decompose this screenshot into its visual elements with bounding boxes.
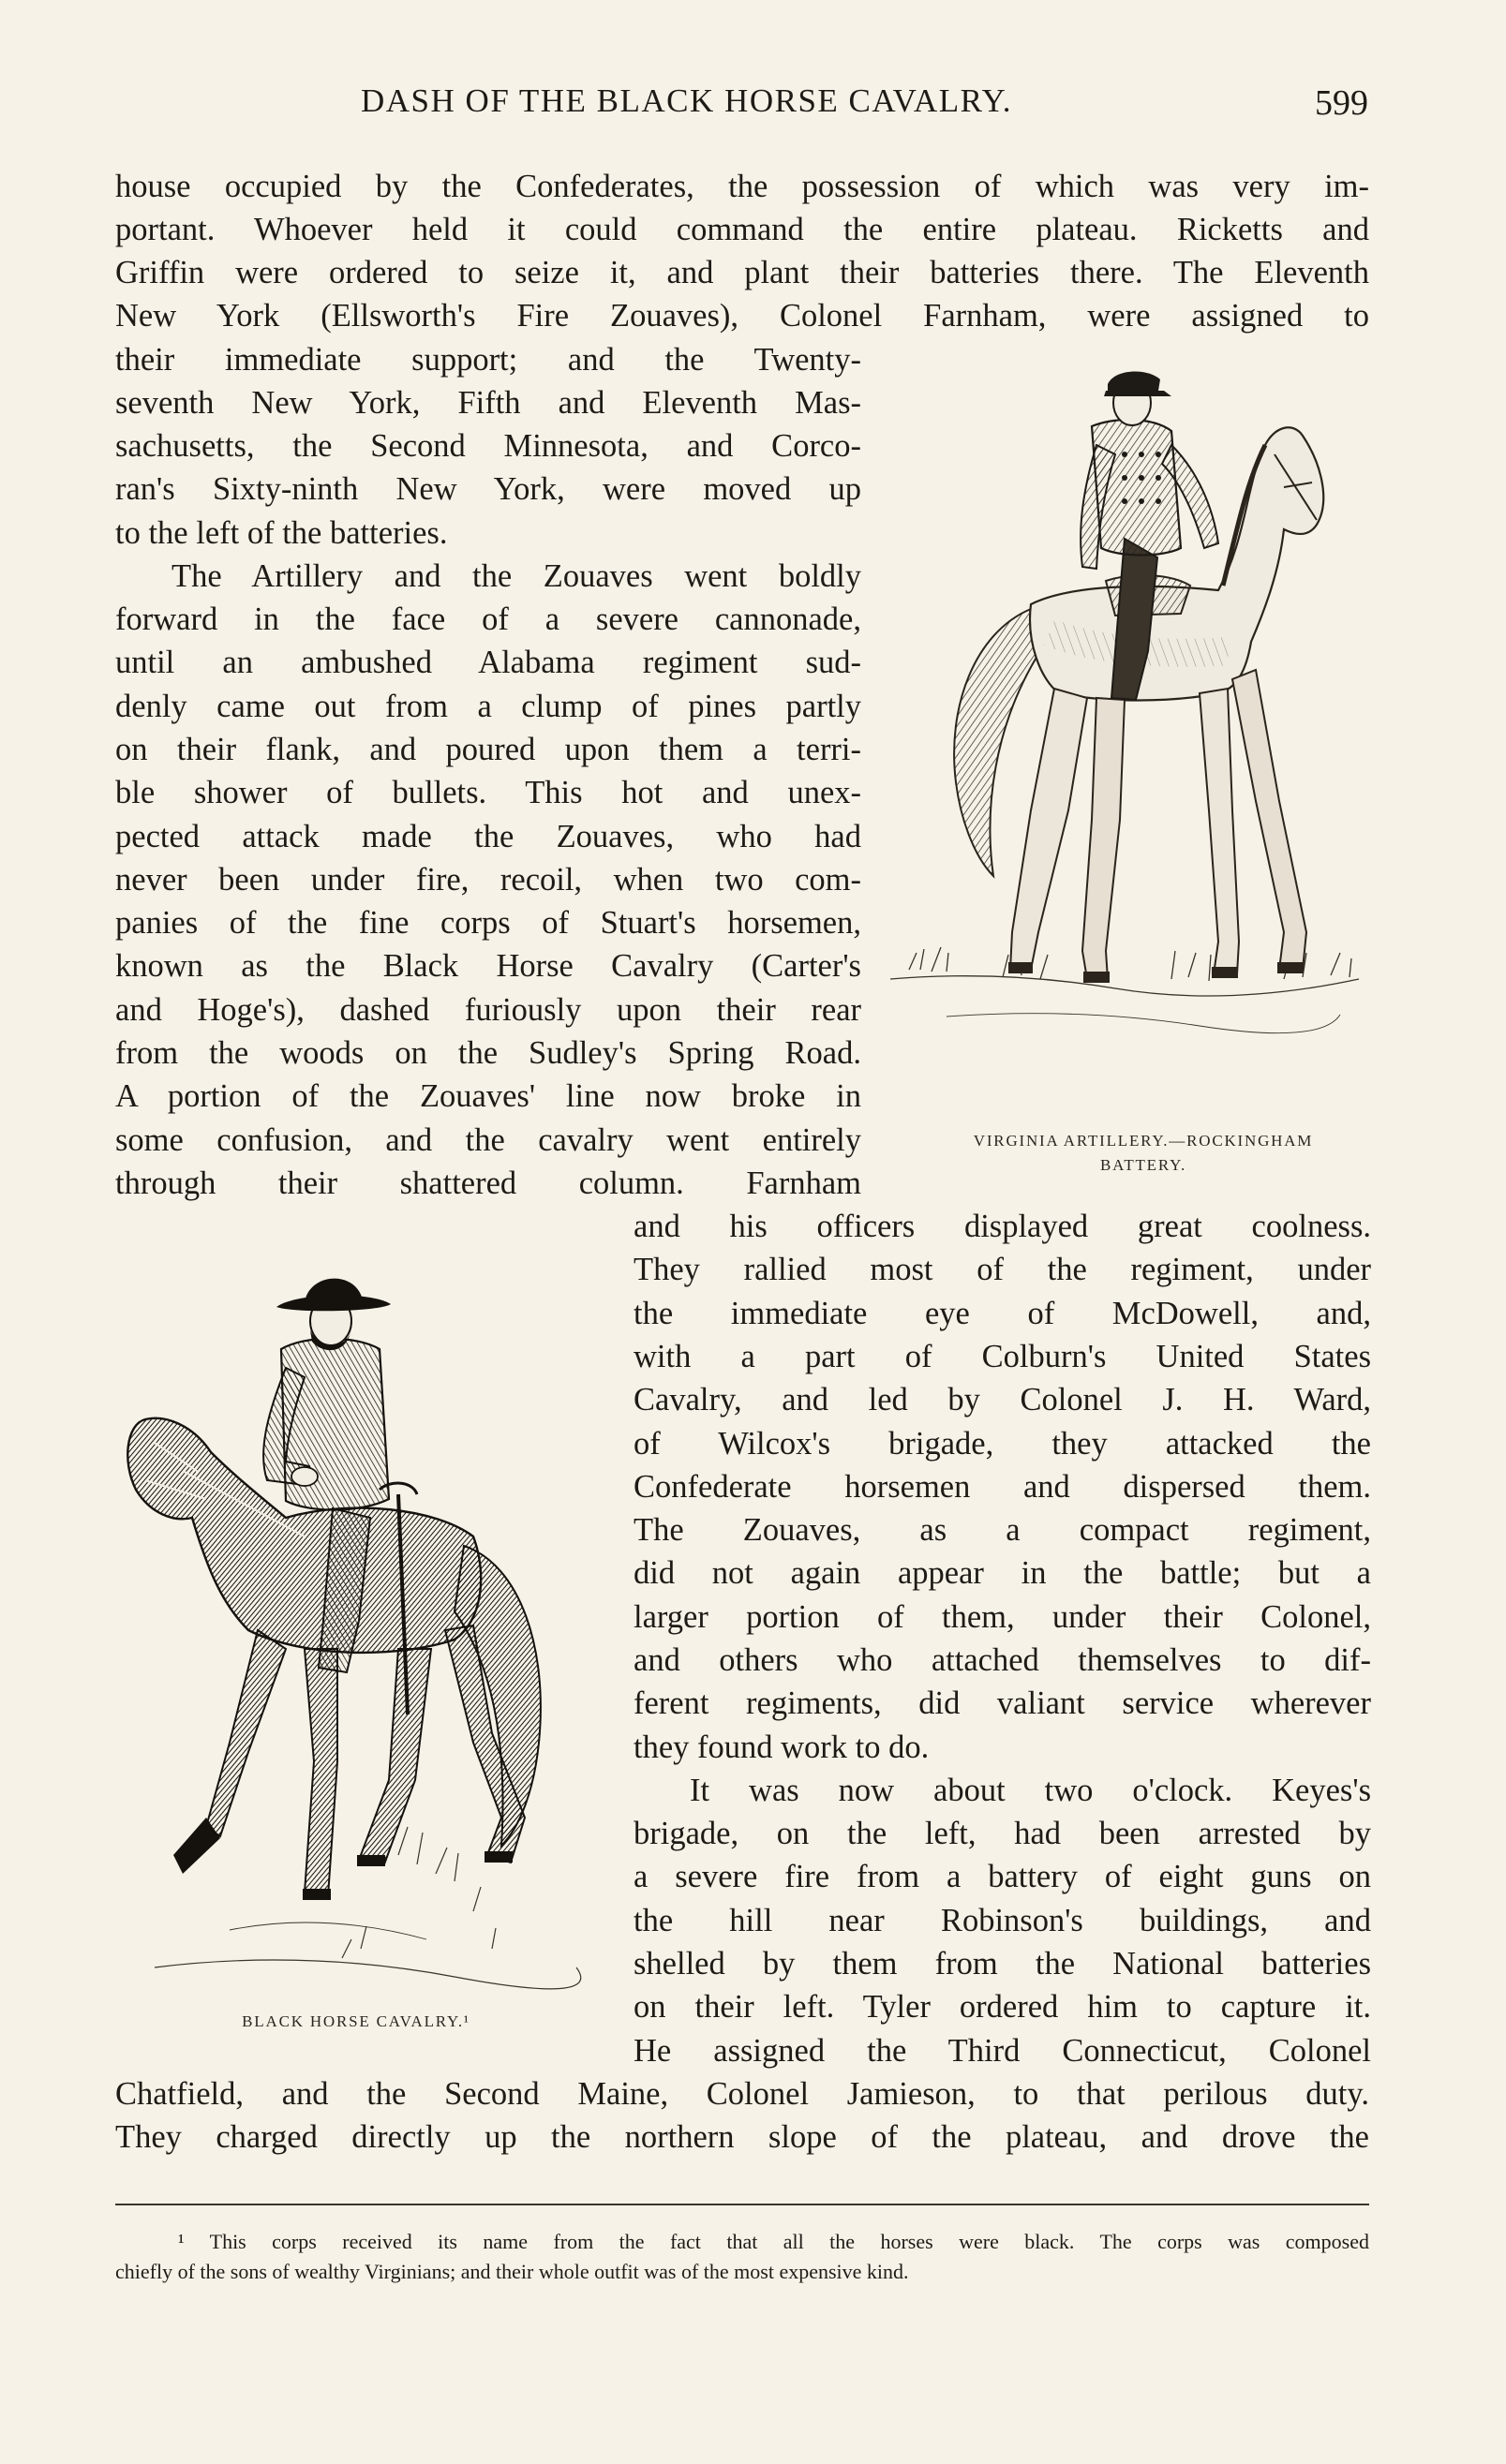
text-line: pected attack made the Zouaves, who had: [115, 819, 861, 854]
text-line: panies of the fine corps of Stuart's horsemen,: [115, 905, 861, 941]
text-line: and others who attached themselves to dif-: [634, 1642, 1371, 1678]
text-line: did not again appear in the battle; but a: [634, 1555, 1371, 1591]
text-line: Griffin were ordered to seize it, and plant their batteries there. The Eleventh: [115, 255, 1369, 290]
text-line: They rallied most of the regiment, under: [634, 1252, 1371, 1287]
figure-caption-line: VIRGINIA ARTILLERY.—ROCKINGHAM: [973, 1132, 1314, 1150]
text-line: Cavalry, and led by Colonel J. H. Ward,: [634, 1382, 1371, 1418]
text-line: and Hoge's), dashed furiously upon their rear: [115, 992, 861, 1028]
text-line: and his officers displayed great coolness.: [634, 1209, 1371, 1244]
text-line: He assigned the Third Connecticut, Colonel: [634, 2033, 1371, 2069]
text-line: seventh New York, Fifth and Eleventh Mas-: [115, 385, 861, 421]
text-line: They charged directly up the northern slope of the plateau, and drove the: [115, 2119, 1369, 2155]
figure-caption-top: [923, 1129, 1364, 1178]
figure-caption-bottom: BLACK HORSE CAVALRY.¹: [242, 2012, 470, 2030]
black-horse-cavalry-illustration: [117, 1255, 586, 2005]
text-line: ble shower of bullets. This hot and unex-: [115, 775, 861, 810]
text-line: from the woods on the Sudley's Spring Road.: [115, 1035, 861, 1071]
text-line: the immediate eye of McDowell, and,: [634, 1296, 1371, 1331]
text-line: larger portion of them, under their Colonel,: [634, 1599, 1371, 1635]
text-line: forward in the face of a severe cannonade,: [115, 601, 861, 637]
text-line: shelled by them from the National batteries: [634, 1946, 1371, 1982]
text-line: sachusetts, the Second Minnesota, and Corco-: [115, 428, 861, 464]
text-line: Chatfield, and the Second Maine, Colonel Jamieson, to that perilous duty.: [115, 2076, 1369, 2112]
text-line: Confederate horsemen and dispersed them.: [634, 1469, 1371, 1505]
text-line: their immediate support; and the Twenty-: [115, 342, 861, 378]
dark-horse-rider-engraving: [117, 1255, 586, 2005]
text-line: brigade, on the left, had been arrested by: [634, 1816, 1371, 1851]
text-line: denly came out from a clump of pines partly: [115, 689, 861, 724]
text-line: The Zouaves, as a compact regiment,: [634, 1512, 1371, 1548]
text-line: with a part of Colburn's United States: [634, 1339, 1371, 1374]
text-line: a severe fire from a battery of eight guns on: [634, 1859, 1371, 1894]
footnote-line: ¹ This corps received its name from the fact that all the horses were black. The corps was composed: [178, 2230, 1369, 2253]
text-line: some confusion, and the cavalry went entirely: [115, 1122, 861, 1158]
text-line: they found work to do.: [634, 1729, 930, 1765]
footnote-rule: [115, 2204, 1369, 2205]
text-line: never been under fire, recoil, when two com-: [115, 862, 861, 898]
text-line: of Wilcox's brigade, they attacked the: [634, 1426, 1371, 1462]
text-line: the hill near Robinson's buildings, and: [634, 1903, 1371, 1938]
text-line: ran's Sixty-ninth New York, were moved up: [115, 471, 861, 507]
text-line: ferent regiments, did valiant service wherever: [634, 1685, 1371, 1721]
text-line: portant. Whoever held it could command the entire plateau. Ricketts and: [115, 212, 1369, 247]
text-line: to the left of the batteries.: [115, 515, 448, 551]
light-horse-rider-engraving: [890, 370, 1378, 1120]
virginia-artillery-illustration: [890, 370, 1378, 1120]
page-number: 599: [1315, 83, 1368, 123]
text-line: New York (Ellsworth's Fire Zouaves), Colonel Farnham, were assigned to: [115, 298, 1369, 334]
text-line: The Artillery and the Zouaves went boldly: [171, 558, 861, 594]
text-line: house occupied by the Confederates, the possession of which was very im-: [115, 169, 1369, 204]
footnote-line: chiefly of the sons of wealthy Virginians; and their whole outfit was of the most expensive kind.: [115, 2260, 909, 2283]
figure-caption-line: BATTERY.: [1099, 1156, 1187, 1174]
running-title: DASH OF THE BLACK HORSE CAVALRY.: [361, 82, 1013, 119]
text-line: It was now about two o'clock. Keyes's: [690, 1773, 1371, 1808]
text-line: on their left. Tyler ordered him to capture it.: [634, 1989, 1371, 2025]
text-line: on their flank, and poured upon them a terri-: [115, 732, 861, 767]
text-line: A portion of the Zouaves' line now broke in: [115, 1078, 861, 1114]
text-line: known as the Black Horse Cavalry (Carter's: [115, 948, 861, 984]
running-head: [112, 82, 1368, 129]
text-line: through their shattered column. Farnham: [115, 1165, 861, 1201]
text-line: until an ambushed Alabama regiment sud-: [115, 645, 861, 680]
